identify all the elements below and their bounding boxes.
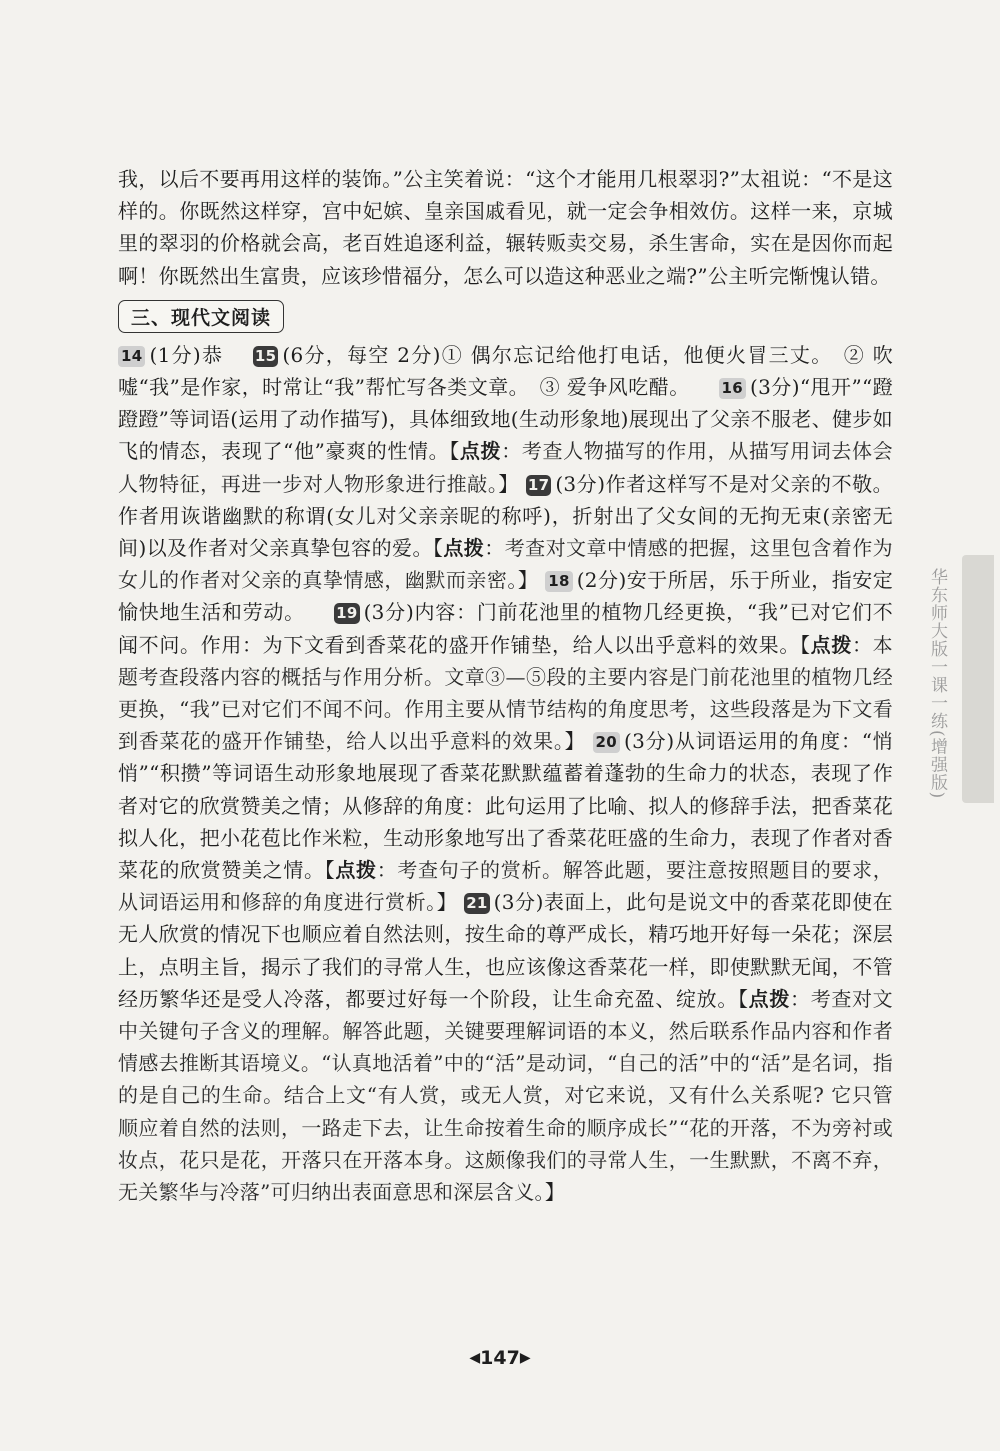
tip-16: 【点拨：考查人物描写的作用，从描写用词去体会人物特征，再进一步对人物形象进行推敲。】 [118,439,893,496]
tip-label: 点拨 [810,632,852,657]
answer-17: (3分)作者这样写不是对父亲的不敬。作者用诙谐幽默的称谓(女儿对父亲亲昵的称呼)，折射出了父女间的无拘无束(亲密无间)以及作者对父亲真挚包容的爱。 [118,471,893,561]
side-tab-text: 华东师大版一课一练(增强版) [927,568,947,800]
answer-15: (6分，每空 2分)① 偶尔忘记给他打电话，他便火冒三丈。 ② 吹嘘“我”是作家，时常让“我”帮忙写各类文章。 ③ 爱争风吃醋。 [118,342,893,400]
answer-18: (2分)安于所居，乐于所业，指安定愉快地生活和劳动。 [118,568,893,625]
answer-20: (3分)从词语运用的角度：“悄悄”“积攒”等词语生动形象地展现了香菜花默默蕴蓄着蓬勃的生命力的状态，表现了作者对它的欣赏赞美之情；从修辞的角度：此句运用了比喻、拟人的修辞手法，把香菜花拟人化，把小花苞比作米粒，生动形象地写出了香菜花旺盛的生命力，表现了作者对香菜花的欣赏赞美之情。 [118,729,893,883]
answer-16: (3分)“甩开”“蹬蹬蹬”等词语(运用了动作描写)，具体细致地(生动形象地)展现出了父亲不服老、健步如飞的情态，表现了“他”豪爽的性情。 [118,375,893,464]
tip-label: 点拨 [459,439,502,464]
tip-19: 【点拨：本题考查段落内容的概括与作用分析。文章③—⑤段的主要内容是门前花池里的植物几经更换，“我”已对它们不闻不问。作用主要从情节结构的角度思考，这些段落是为下文看到香菜花的盛开作铺垫，给人以出乎意料的效果。】 [118,632,893,754]
tip-21: 【点拨：考查对文中关键句子含义的理解。解答此题，关键要理解词语的本义，然后联系作品内容和作者情感去推断其语境义。“认真地活着”中的“活”是动词，“自己的活”中的“活”是名词，指的是自己的生命。结合上文“有人赏，或无人赏，对它来说，又有什么关系呢? 它只管顺应着自然的法则，一路走下去，让生命按着生命的顺序成长”“花的开落，不为旁衬或妆点，花只是花，开落只在开落本身。这颇像我们的寻常人生，一生默默，不离不弃，无关繁华与冷落”可归纳出表面意思和深层含义。】 [118,986,893,1205]
page-number-value: 147 [480,1347,520,1369]
side-tab [962,555,994,803]
tip-20: 【点拨：考查句子的赏析。解答此题，要注意按照题目的要求，从词语运用和修辞的角度进行赏析。】 [118,858,893,915]
right-triangle-icon: ▶ [519,1350,531,1366]
tip-label: 点拨 [748,986,791,1011]
question-number-21: 21 [466,894,488,913]
left-triangle-icon: ◀ [469,1350,481,1366]
question-number-19: 19 [336,604,358,623]
answer-14: (1分)恭 [149,342,224,367]
page-content [118,163,893,1208]
question-number-20: 20 [593,732,620,753]
top-paragraph: 我，以后不要再用这样的装饰。”公主笑着说：“这个才能用几根翠羽?”太祖说：“不是这样的。你既然这样穿，宫中妃嫔、皇亲国戚看见，就一定会争相效仿。这样一来，京城里的翠羽的价格就会高，老百姓追逐利益，辗转贩卖交易，杀生害命，实在是因你而起啊！你既然出生富贵，应该珍惜福分，怎么可以造这种恶业之端?”公主听完惭愧认错。 [118,167,893,288]
section-title: 三、现代文阅读 [118,300,284,333]
tip-label: 点拨 [335,858,377,883]
question-number-15: 15 [254,346,277,365]
answer-block [118,339,893,1208]
tip-label: 点拨 [443,536,485,561]
question-number-17: 17 [527,475,550,494]
page-number [0,1347,1000,1369]
question-number-18: 18 [545,571,572,592]
answer-19: (3分)内容：门前花池里的植物几经更换，“我”已对它们不闻不问。作用：为下文看到香菜花的盛开作铺垫，给人以出乎意料的效果。 [118,600,894,657]
tip-17: 【点拨：考查对文章中情感的把握，这里包含着作为女儿的作者对父亲的真挚情感，幽默而亲密。】 [118,536,893,593]
question-number-14: 14 [118,346,145,367]
question-number-16: 16 [719,378,746,399]
answer-21: (3分)表面上，此句是说文中的香菜花即使在无人欣赏的情况下也顺应着自然法则，按生命的尊严成长，精巧地开好每一朵花；深层上，点明主旨，揭示了我们的寻常人生，也应该像这香菜花一样，即使默默无闻，不管经历繁华还是受人冷落，都要过好每一个阶段，让生命充盈、绽放。 [118,890,893,1011]
